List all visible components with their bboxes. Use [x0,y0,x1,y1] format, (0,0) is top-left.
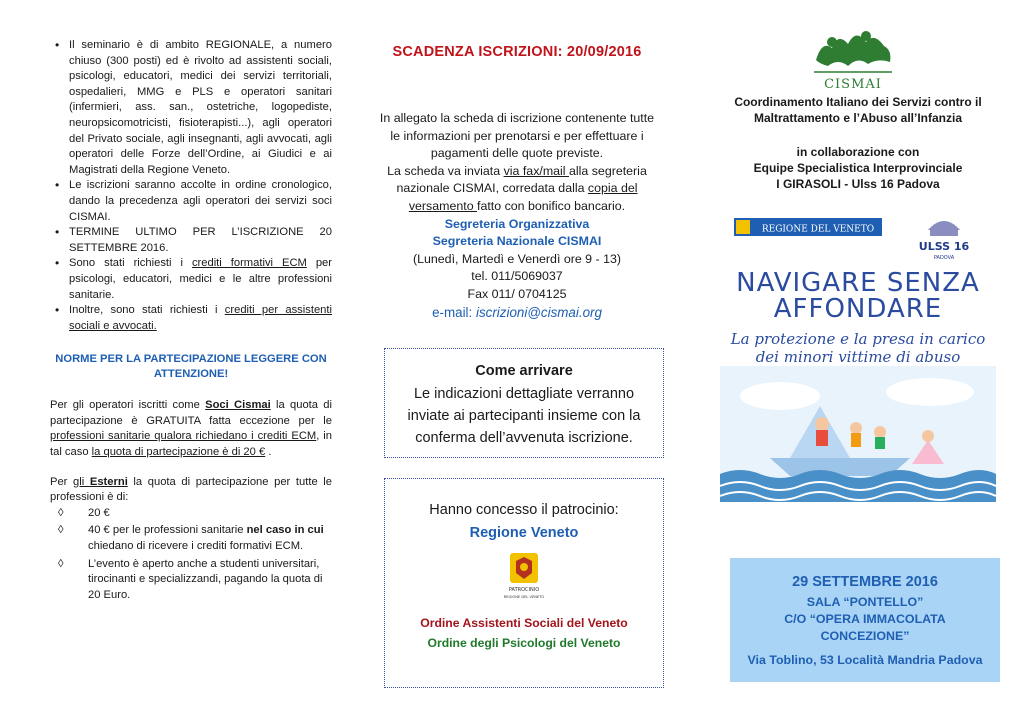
external-fee-paragraph [50,475,332,506]
svg-text:PATROCINIO: PATROCINIO [508,587,540,593]
venue-location-line1: C/O “OPERA IMMACOLATA [784,612,946,626]
bullet-text: TERMINE ULTIMO PER L’ISCRIZIONE 20 SETTEMBRE 2016. [69,226,332,254]
deadline-heading: SCADENZA ISCRIZIONI: 20/09/2016 [392,44,642,60]
event-date: 29 SETTEMBRE 2016 [792,574,938,590]
bullet-text: Inoltre, sono stati richiesti i [69,304,225,317]
info-bullet-list [50,38,332,334]
patronage-title: Hanno concesso il patrocinio: [429,502,619,518]
bullet-text: Il seminario è di ambito REGIONALE, a numero chiuso (300 posti) ed è rivolto ad assistenti sociali, psicologi, educatori, medici dei servizi territoriali, ospedalieri, MMG e PLS e operatori sanitari (infermieri, ass. san., ostetriche, logopediste, neuropsicomotricisti, fisioterapisti...), agli operatori del Privato sociale, agli insegnanti, agli avvocati, agli operatori delle Forze dell’Ordine, ai Giudici e ai Magistrati della Regione Veneto. [69,39,332,176]
bullet-text: Sono stati richiesti i [69,257,192,270]
paper-boat-illustration [720,366,996,502]
social-credits-text: crediti per assistenti sociali e avvocati. [69,304,332,332]
collaboration-label: in collaborazione con [796,145,920,159]
fee-text: L’evento è aperto anche a studenti universitari, tirocinanti e specializzandi, pagando la quota di 20 Euro. [88,557,323,601]
org-full-name: Coordinamento Italiano dei Servizi contro il Maltrattamento e l’Abuso all’Infanzia [734,95,982,125]
text: professioni sanitarie qualora richiedano i crediti ECM [50,430,317,443]
directions-title: Come arrivare [475,363,573,379]
patronage-box [384,478,664,688]
list-item [50,225,332,256]
fee-text: 40 € per le professioni sanitarie [88,524,247,537]
list-item [50,506,332,522]
cismai-logo [808,20,898,94]
bullet-text: Le iscrizioni saranno accolte in ordine cronologico, dando la precedenza agli operatori dei servizi soci CISMAI. [69,179,332,223]
text: alla segreteria nazionale CISMAI, corredata dalla [396,163,647,196]
external-label: Esterni [89,475,128,488]
email-link[interactable]: iscrizioni@cismai.org [475,304,602,320]
ecm-credits-text: crediti formativi ECM [191,257,307,270]
list-item [50,178,332,225]
partner-logos [732,208,1002,264]
fee-text: 20 € [88,506,110,519]
text: Per [50,475,74,488]
event-title-line1: NAVIGARE SENZA [736,268,980,298]
partner-team: Equipe Specialistica Interprovinciale [753,161,963,175]
svg-text:REGIONE DEL VENETO: REGIONE DEL VENETO [503,595,545,599]
list-item [50,303,332,334]
text: copia del versamento [408,181,638,213]
venue-address: Via Toblino, 53 Località Mandria Padova [747,653,983,667]
ulss16-logo [919,221,970,261]
left-panel [50,0,332,724]
diamond-icon: ◊ [58,506,64,519]
members-fee-paragraph [50,398,332,460]
members-label: Soci Cismai [205,399,271,412]
regione-veneto-seal-logo [502,551,546,603]
event-title-line2: AFFONDARE [773,294,943,324]
text: Per gli operatori iscritti come [50,399,206,412]
text: fatto con bonifico bancario. [477,198,626,213]
rules-heading: NORME PER LA PARTECIPAZIONE LEGGERE CON ATTENZIONE! [55,353,327,381]
directions-box [384,348,664,458]
national-secretariat: Segreteria Nazionale CISMAI [432,234,602,249]
registration-info: In allegato la scheda di iscrizione contenente tutte le informazioni per prenotarsi e per effettuare i pagamenti delle quote previste. [379,111,655,161]
list-item [50,256,332,303]
regione-veneto-logo [734,218,882,236]
list-item [50,557,332,604]
venue-hall: SALA “PONTELLO” [806,595,924,609]
text: la quota di partecipazione per tutte le professioni è di: [50,475,332,504]
svg-text:ULSS 16: ULSS 16 [918,240,970,253]
svg-text:PADOVA: PADOVA [933,255,955,261]
fee-list [50,506,332,604]
list-item [50,38,332,178]
psychologists-order: Ordine degli Psicologi del Veneto [427,636,621,650]
middle-panel [362,0,672,724]
email-line [362,304,672,322]
right-panel [708,0,1008,724]
telephone: tel. 011/5069037 [471,269,563,284]
diamond-icon: ◊ [58,524,64,537]
text: . [265,446,272,459]
directions-text: Le indicazioni dettagliate verranno inviate ai partecipanti insieme con la conferma dell’avvenuta iscrizione. [407,386,641,446]
list-item [50,523,332,554]
org-header [708,94,1008,192]
office-hours: (Lunedì, Martedì e Venerdì ore 9 - 13) [412,251,621,266]
fee-text: chiedano di ricevere i crediti formativi ECM. [88,540,304,553]
svg-text:CISMAI: CISMAI [824,77,882,92]
event-subtitle-line2: dei minori vittime di abuso [755,348,961,366]
event-details-box [730,558,1000,682]
venue-location-line2: CONCEZIONE” [820,629,910,643]
text: la quota di partecipazione è di 20 € [91,446,266,459]
text: La scheda va inviata [387,163,504,178]
event-subtitle-line1: La protezione e la presa in carico [730,330,986,348]
text: , in tal caso [50,430,332,459]
partner-name: I GIRASOLI - Ulss 16 Padova [776,177,940,191]
social-workers-order: Ordine Assistenti Sociali del Veneto [420,616,628,630]
patronage-org: Regione Veneto [469,525,579,541]
diamond-icon: ◊ [58,557,64,570]
fax: Fax 011/ 0704125 [467,286,567,301]
fee-text: nel caso in cui [246,524,324,537]
send-form-info [362,163,672,216]
svg-text:REGIONE DEL VENETO: REGIONE DEL VENETO [761,224,875,235]
bullet-text: per psicologi, educatori, medici e le altre professioni sanitarie. [69,257,332,301]
organizing-secretariat: Segreteria Organizzativa [444,216,590,231]
text: la quota di partecipazione è GRATUITA fatta eccezione per le [50,399,332,427]
event-subtitle [708,330,1008,366]
text: via fax/mail [503,163,569,178]
event-title [708,270,1008,322]
email-label: e-mail: [432,304,476,320]
text: gli [73,475,90,488]
